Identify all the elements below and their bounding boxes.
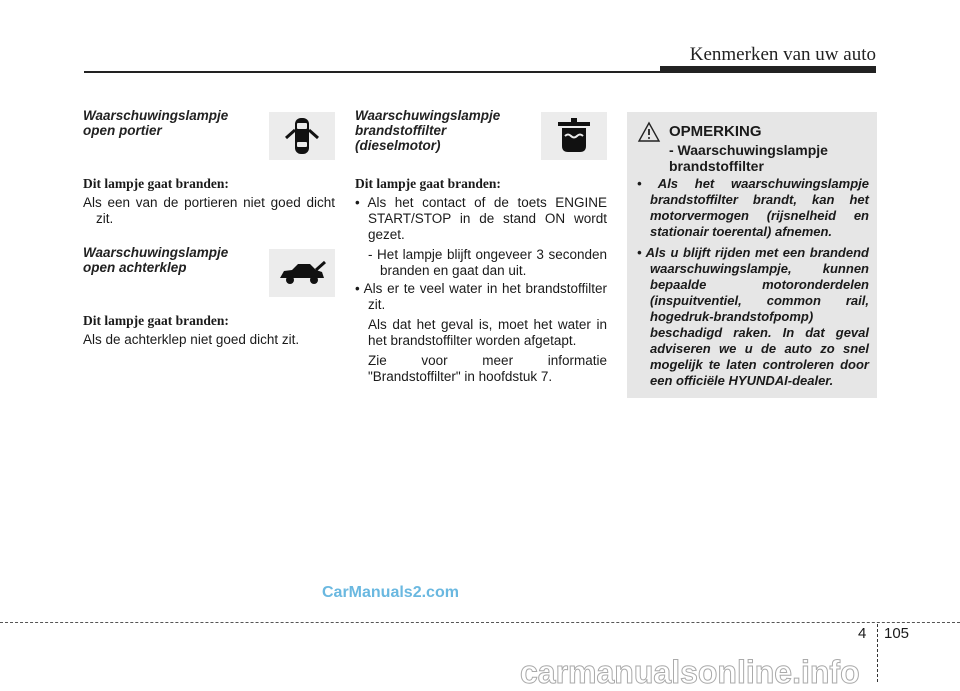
running-header: Kenmerken van uw auto [689,44,876,65]
door-section-title: Waarschuwingslampje open portier [83,108,229,138]
filter-para-2: Zie voor meer informatie "Brandstoffilter" in hoofdstuk 7. [368,353,607,384]
page-number: 105 [884,625,910,642]
chapter-number: 4 [858,625,867,642]
trunk-subheading: Dit lampje gaat branden: [83,313,229,328]
watermark-link[interactable]: CarManuals2.com [322,584,459,601]
filter-dash-1: - Het lampje blijft ongeveer 3 seconden branden en gaat dan uit. [368,247,607,278]
trunk-text: Als de achterklep niet goed dicht zit. [83,332,300,347]
fuel-filter-icon [541,112,607,160]
warning-triangle-icon [637,121,661,143]
note-subtitle: - Waarschuwingslampje brandstoffilter [669,142,828,174]
note-body [637,176,869,394]
header-rule-accent [660,66,876,73]
footer-rule [0,622,960,623]
page-separator [877,624,879,682]
trunk-section-title: Waarschuwingslampje open achterklep [83,245,229,275]
watermark-bottom: carmanualsonline.info [520,654,860,690]
filter-para-1: Als dat het geval is, moet het water in het brandstoffilter worden afgetapt. [368,317,607,348]
filter-subheading: Dit lampje gaat branden: [355,176,501,191]
door-subheading: Dit lampje gaat branden: [83,176,229,191]
note-box [627,112,877,398]
filter-bullet-2: • Als er te veel water in het brandstoffilter zit. [355,281,607,312]
left-column [83,108,335,348]
open-trunk-car-icon [269,249,335,297]
door-section-header [83,108,335,164]
filter-section-title: Waarschuwingslampje brandstoffilter (dieselmotor) [355,108,501,153]
middle-column [355,108,607,385]
filter-section-header [355,108,607,164]
filter-bullet-1: • Als het contact of de toets ENGINE START/STOP in de stand ON wordt gezet. [355,195,607,242]
door-text: Als een van de portieren niet goed dicht zit. [83,195,335,226]
note-title: OPMERKING [669,123,762,140]
open-door-car-icon [269,112,335,160]
note-item: • Als het waarschuwingslampje brandstoffilter brandt, kan het motorvermogen (rijsnelheid en stationair toerental) afnemen. [637,176,869,239]
note-item: • Als u blijft rijden met een brandend waarschuwingslampje, kunnen bepaalde motoronderdelen (inspuitventiel, common rail, hogedruk-brandstofpomp) beschadigd raken. In dat geval adviseren we u de auto zo snel mogelijk te laten controleren door een officiële HYUNDAI-dealer. [637,245,869,388]
trunk-section-header [83,245,335,301]
